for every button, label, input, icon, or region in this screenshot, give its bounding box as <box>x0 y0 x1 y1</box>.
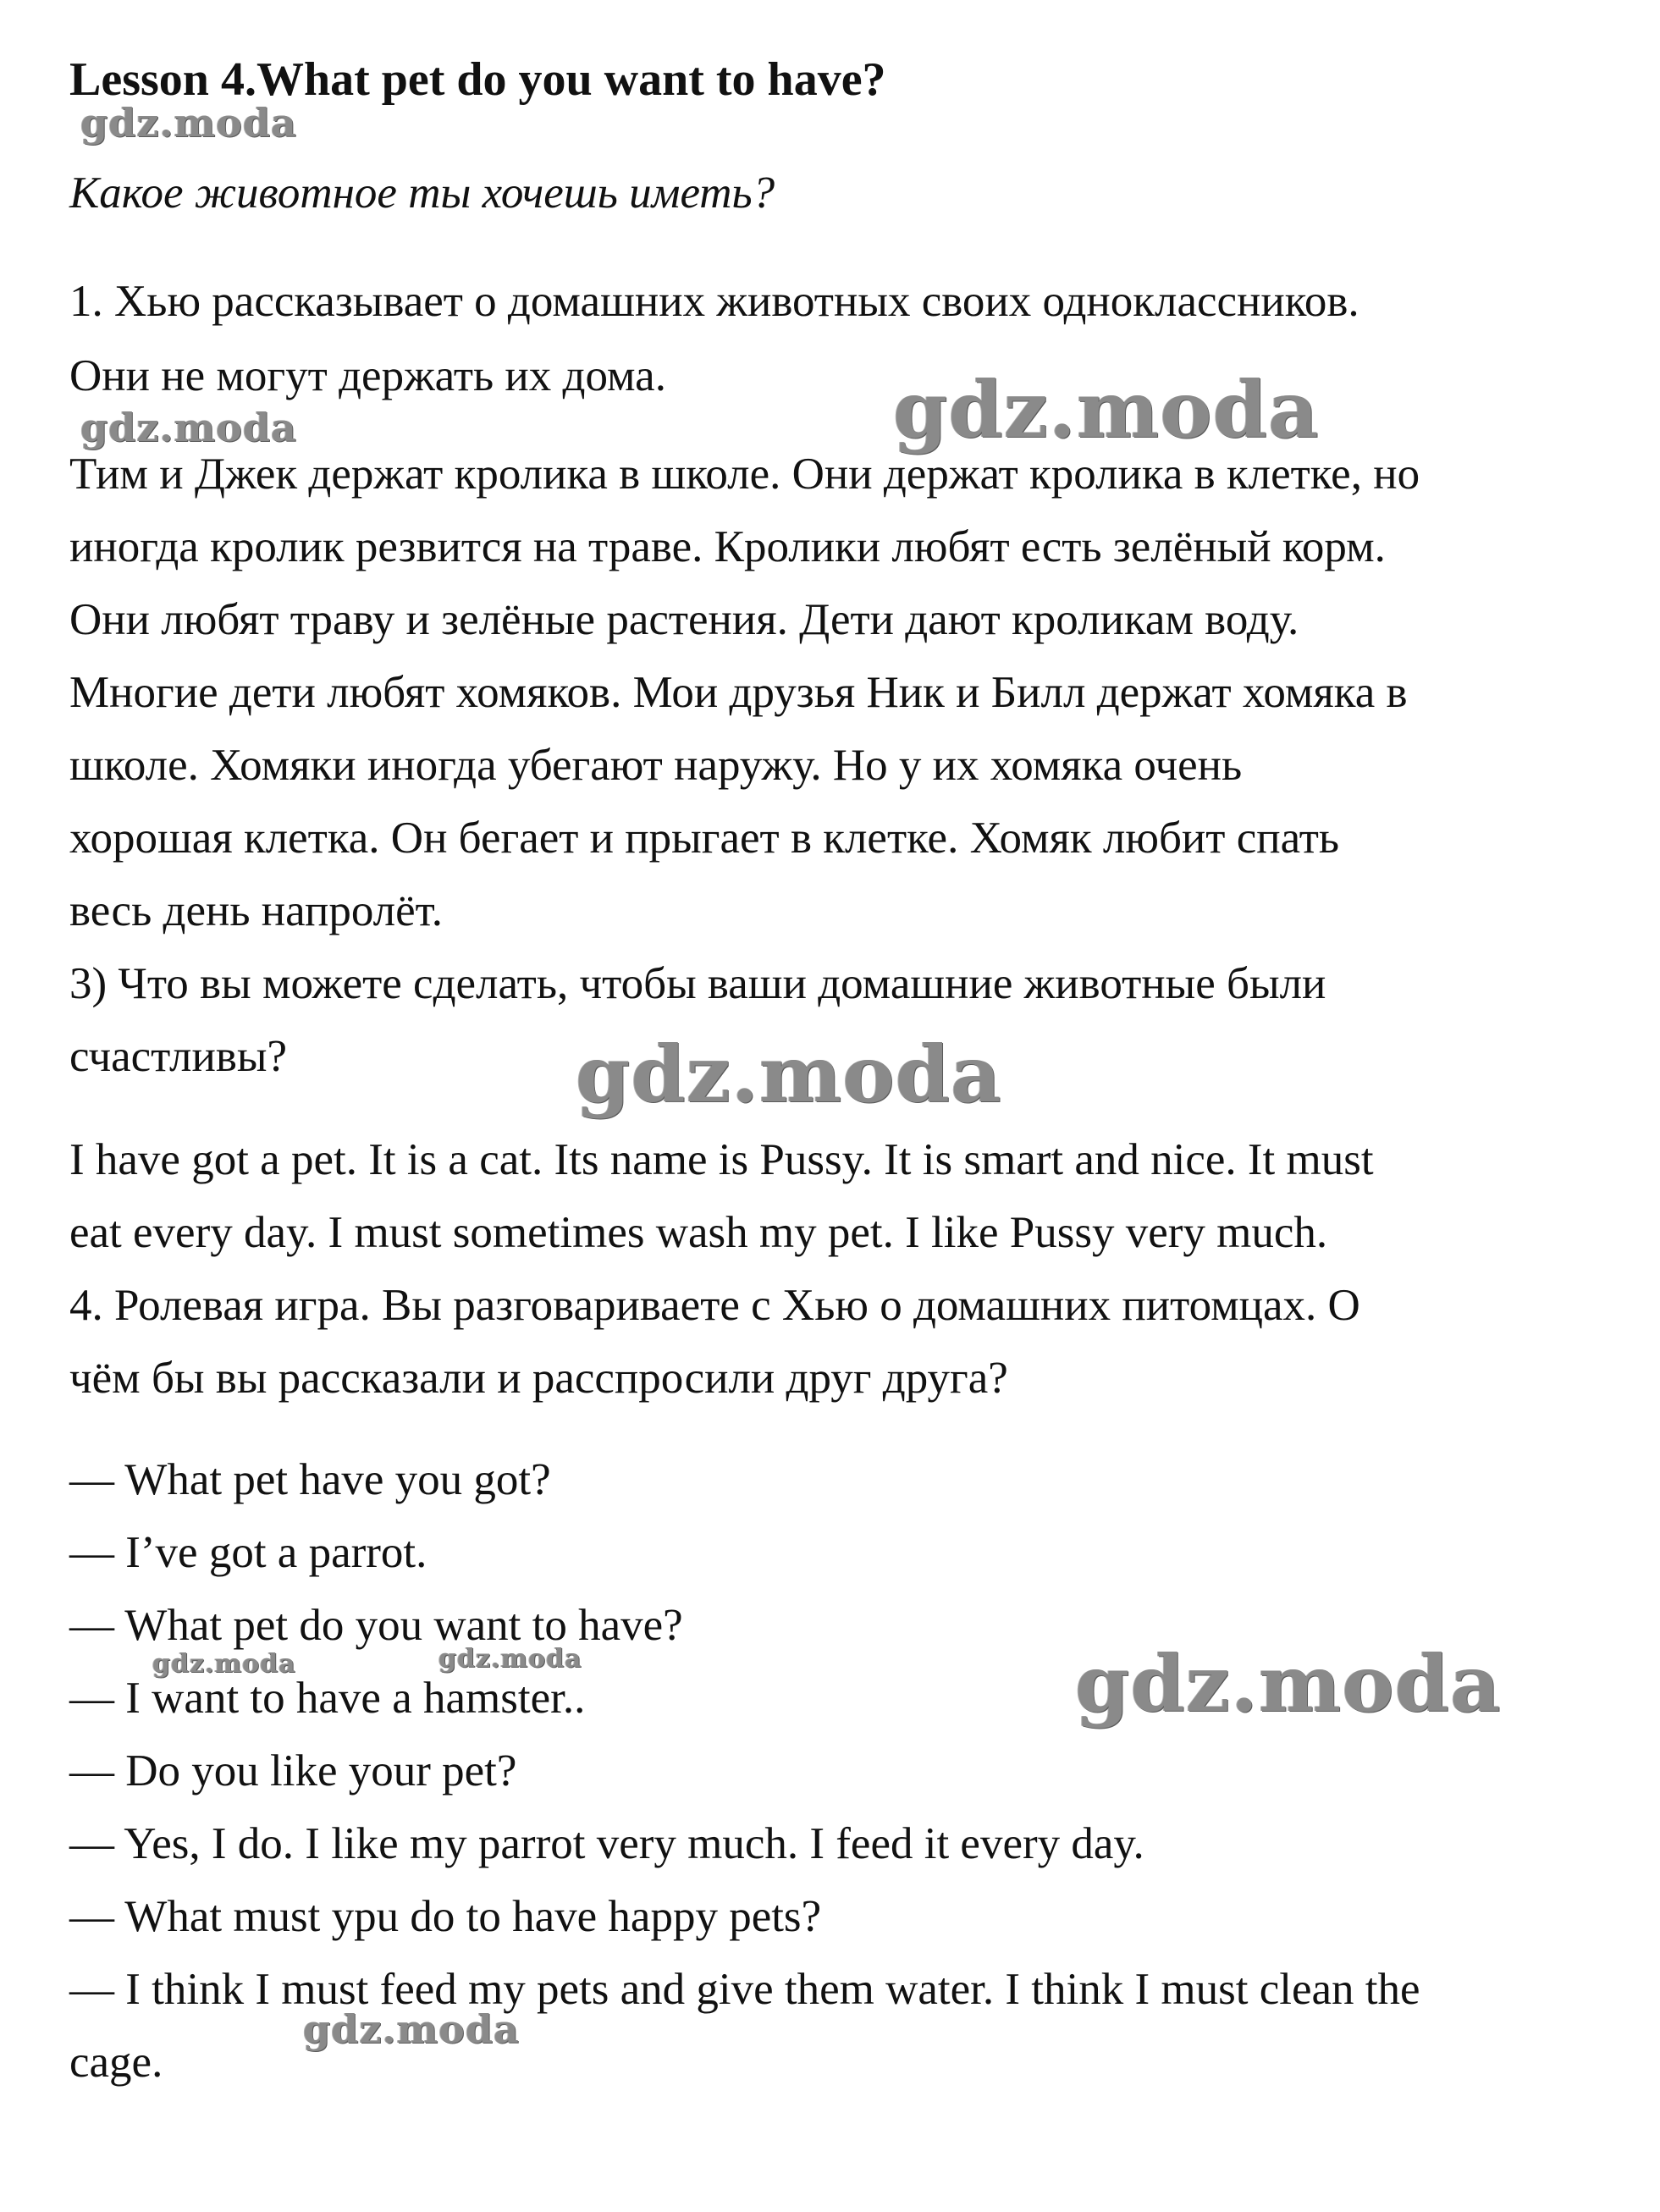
dialog-line: — I want to have a hamster.. <box>69 1674 586 1723</box>
dialog-line: — I’ve got a parrot. <box>69 1528 427 1577</box>
dialog-line: — Do you like your pet? <box>69 1746 517 1796</box>
watermark: gdz.moda <box>576 1029 1002 1120</box>
text-line: Тим и Джек держат кролика в школе. Они держат кролика в клетке, но <box>69 450 1420 499</box>
watermark: gdz.moda <box>438 1644 582 1674</box>
text-line: 4. Ролевая игра. Вы разговариваете с Хью о домашних питомцах. О <box>69 1281 1360 1330</box>
lesson-title: Lesson 4.What pet do you want to have? <box>69 53 886 106</box>
watermark: gdz.moda <box>1075 1638 1502 1729</box>
dialog-line: cage. <box>69 2038 163 2087</box>
dialog-line: — What pet do you want to have? <box>69 1601 683 1650</box>
watermark: gdz.moda <box>152 1649 296 1679</box>
watermark: gdz.moda <box>303 2006 520 2052</box>
dialog-line: — What must ypu do to have happy pets? <box>69 1892 822 1941</box>
text-line: счастливы? <box>69 1032 287 1081</box>
lesson-subtitle: Какое животное ты хочешь иметь? <box>69 168 775 218</box>
text-line: Они любят траву и зелёные растения. Дети дают кроликам воду. <box>69 595 1299 644</box>
text-line: 1. Хью рассказывает о домашних животных своих одноклассников. <box>69 277 1359 326</box>
text-line: Они не могут держать их дома. <box>69 351 666 400</box>
text-line: I have got a pet. It is a cat. Its name is Pussy. It is smart and nice. It must <box>69 1135 1374 1184</box>
dialog-line: — What pet have you got? <box>69 1455 551 1504</box>
watermark: gdz.moda <box>80 405 297 450</box>
watermark: gdz.moda <box>80 100 297 146</box>
dialog-line: — I think I must feed my pets and give them water. I think I must clean the <box>69 1965 1420 2014</box>
text-line: чём бы вы рассказали и расспросили друг друга? <box>69 1354 1008 1403</box>
text-line: Многие дети любят хомяков. Мои друзья Ник и Билл держат хомяка в <box>69 668 1408 717</box>
text-line: школе. Хомяки иногда убегают наружу. Но у их хомяка очень <box>69 741 1243 790</box>
text-line: 3) Что вы можете сделать, чтобы ваши домашние животные были <box>69 959 1326 1008</box>
text-line: иногда кролик резвится на траве. Кролики любят есть зелёный корм. <box>69 522 1386 571</box>
text-line: весь день напролёт. <box>69 886 444 935</box>
watermark: gdz.moda <box>893 364 1320 455</box>
dialog-line: — Yes, I do. I like my parrot very much. I feed it every day. <box>69 1819 1144 1868</box>
text-line: eat every day. I must sometimes wash my pet. I like Pussy very much. <box>69 1208 1328 1257</box>
text-line: хорошая клетка. Он бегает и прыгает в клетке. Хомяк любит спать <box>69 814 1340 863</box>
